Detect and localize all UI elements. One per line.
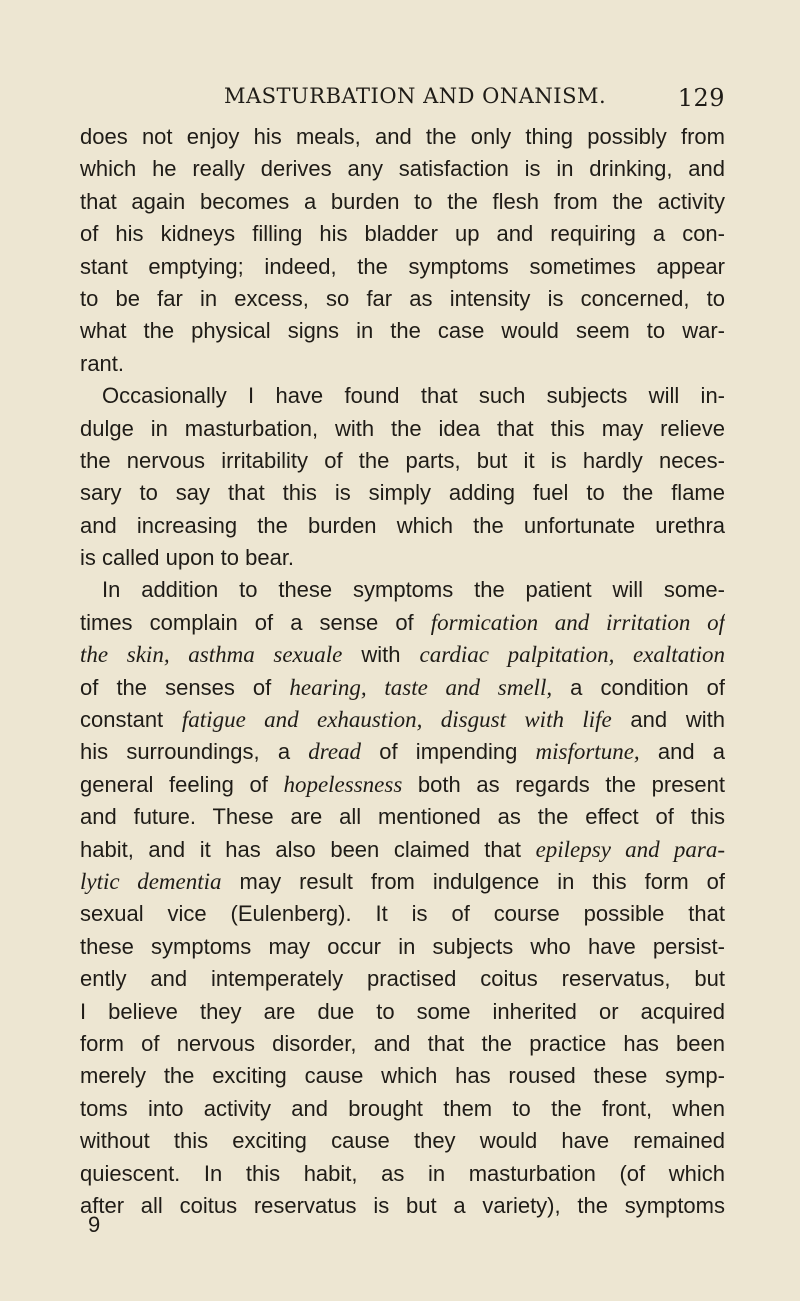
running-title: MASTURBATION AND ONANISM. <box>224 84 607 108</box>
text-run: habit, and it has also been claimed that <box>80 836 536 862</box>
text-run: ently and intemperately practised coitus reservatus, but <box>80 966 725 992</box>
text-line <box>80 1093 725 1125</box>
text-line <box>80 283 725 315</box>
text-run: In addition to these symptoms the patient will some- <box>102 577 725 603</box>
text-line <box>80 218 725 250</box>
text-line <box>80 1125 725 1157</box>
text-run: quiescent. In this habit, as in masturbation (of which <box>80 1160 725 1186</box>
text-line <box>80 996 725 1028</box>
signature-mark: 9 <box>88 1212 101 1237</box>
text-run: of the senses of <box>80 674 290 700</box>
text-line <box>80 639 725 671</box>
text-run: with <box>342 642 420 668</box>
text-run: constant <box>80 707 182 733</box>
text-run: his surroundings, a <box>80 739 309 765</box>
text-line <box>80 607 725 639</box>
text-run: stant emptying; indeed, the symptoms sometimes appear <box>80 253 725 279</box>
text-line <box>80 1028 725 1060</box>
text-run: general feeling of <box>80 771 284 797</box>
text-line <box>80 413 725 445</box>
text-run: and a <box>639 739 725 765</box>
text-run: of impending <box>361 739 536 765</box>
italic-phrase: misfortune, <box>535 739 640 765</box>
text-line <box>80 121 725 153</box>
text-run: form of nervous disorder, and that the practice has been <box>80 1030 725 1056</box>
text-run: a condition of <box>552 674 725 700</box>
text-run: that again becomes a burden to the flesh from the activity <box>80 188 725 214</box>
text-line <box>80 736 725 768</box>
italic-phrase: the skin, asthma sexuale <box>80 642 343 668</box>
text-run: sary to say that this is simply adding fuel to the flame <box>80 480 725 506</box>
text-line <box>80 866 725 898</box>
text-line <box>80 672 725 704</box>
text-run: of his kidneys filling his bladder up and requiring a con- <box>80 221 725 247</box>
text-line <box>80 542 725 574</box>
text-run: and with <box>611 707 725 733</box>
text-run: toms into activity and brought them to the front, when <box>80 1095 725 1121</box>
text-line <box>80 153 725 185</box>
text-line <box>80 380 725 412</box>
italic-phrase: epilepsy and para- <box>535 836 725 862</box>
text-run: and increasing the burden which the unfortunate urethra <box>80 512 725 538</box>
text-line <box>80 445 725 477</box>
text-line <box>80 1060 725 1092</box>
italic-phrase: lytic dementia <box>80 868 222 894</box>
text-line <box>80 1190 725 1222</box>
text-line <box>80 769 725 801</box>
italic-phrase: formication and irritation of <box>430 609 725 635</box>
text-line <box>80 315 725 347</box>
text-run: both as regards the present <box>402 771 725 797</box>
text-run: these symptoms may occur in subjects who have persist- <box>80 933 725 959</box>
text-line <box>80 834 725 866</box>
text-run: I believe they are due to some inherited or acquired <box>80 998 725 1024</box>
text-run: may result from indulgence in this form of <box>221 868 725 894</box>
text-line <box>80 704 725 736</box>
text-line <box>80 1158 725 1190</box>
italic-phrase: dread <box>308 739 362 765</box>
text-run: the nervous irritability of the parts, but it is hardly neces- <box>80 447 725 473</box>
text-run: Occasionally I have found that such subjects will in- <box>102 383 725 409</box>
text-run: merely the exciting cause which has roused these symp- <box>80 1063 725 1089</box>
text-line <box>80 251 725 283</box>
text-run: what the physical signs in the case would seem to war- <box>80 318 725 344</box>
text-line <box>80 801 725 833</box>
italic-phrase: hopelessness <box>283 771 403 797</box>
text-line <box>80 574 725 606</box>
text-run: dulge in masturbation, with the idea that this may relieve <box>80 415 725 441</box>
text-line <box>80 963 725 995</box>
text-run: and future. These are all mentioned as the effect of this <box>80 804 725 830</box>
text-run: after all coitus reservatus is but a variety), the symptoms <box>80 1192 725 1218</box>
text-run: rant. <box>80 350 125 376</box>
text-line <box>80 931 725 963</box>
text-run: to be far in excess, so far as intensity is concerned, to <box>80 285 725 311</box>
text-line <box>80 898 725 930</box>
page-number: 129 <box>677 84 725 112</box>
text-run: which he really derives any satisfaction is in drinking, and <box>80 156 725 182</box>
body-text <box>80 121 725 1222</box>
text-line <box>80 510 725 542</box>
text-line <box>80 348 725 380</box>
text-line <box>80 477 725 509</box>
text-run: is called upon to bear. <box>80 545 295 571</box>
text-run: sexual vice (Eulenberg). It is of course possible that <box>80 901 725 927</box>
text-run: without this exciting cause they would have remained <box>80 1128 725 1154</box>
italic-phrase: cardiac palpitation, exaltation <box>419 642 725 668</box>
text-line <box>80 186 725 218</box>
italic-phrase: hearing, taste and smell, <box>289 674 553 700</box>
italic-phrase: fatigue and exhaustion, disgust with life <box>181 707 612 733</box>
text-run: times complain of a sense of <box>80 609 431 635</box>
text-run: does not enjoy his meals, and the only thing possibly from <box>80 124 725 149</box>
